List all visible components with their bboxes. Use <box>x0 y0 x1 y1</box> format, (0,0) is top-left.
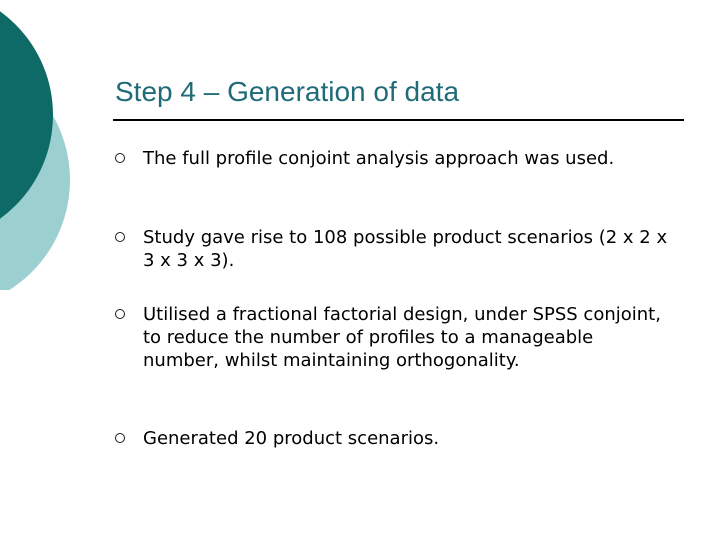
title-underline <box>113 119 684 121</box>
decorative-circles <box>0 0 80 290</box>
hollow-circle-bullet-icon <box>115 309 125 319</box>
bullet-text: The full profile conjoint analysis approach was used. <box>143 148 615 169</box>
hollow-circle-bullet-icon <box>115 232 125 242</box>
hollow-circle-bullet-icon <box>115 433 125 443</box>
bullet-text: Utilised a fractional factorial design, under SPSS conjoint, to reduce the number of profiles to a manageable number, whilst maintaining orthogonality. <box>143 304 661 371</box>
hollow-circle-bullet-icon <box>115 153 125 163</box>
bullet-text: Generated 20 product scenarios. <box>143 428 440 449</box>
bullet-text: Study gave rise to 108 possible product scenarios (2 x 2 x 3 x 3 x 3). <box>143 227 668 271</box>
slide-title: Step 4 – Generation of data <box>115 76 460 107</box>
